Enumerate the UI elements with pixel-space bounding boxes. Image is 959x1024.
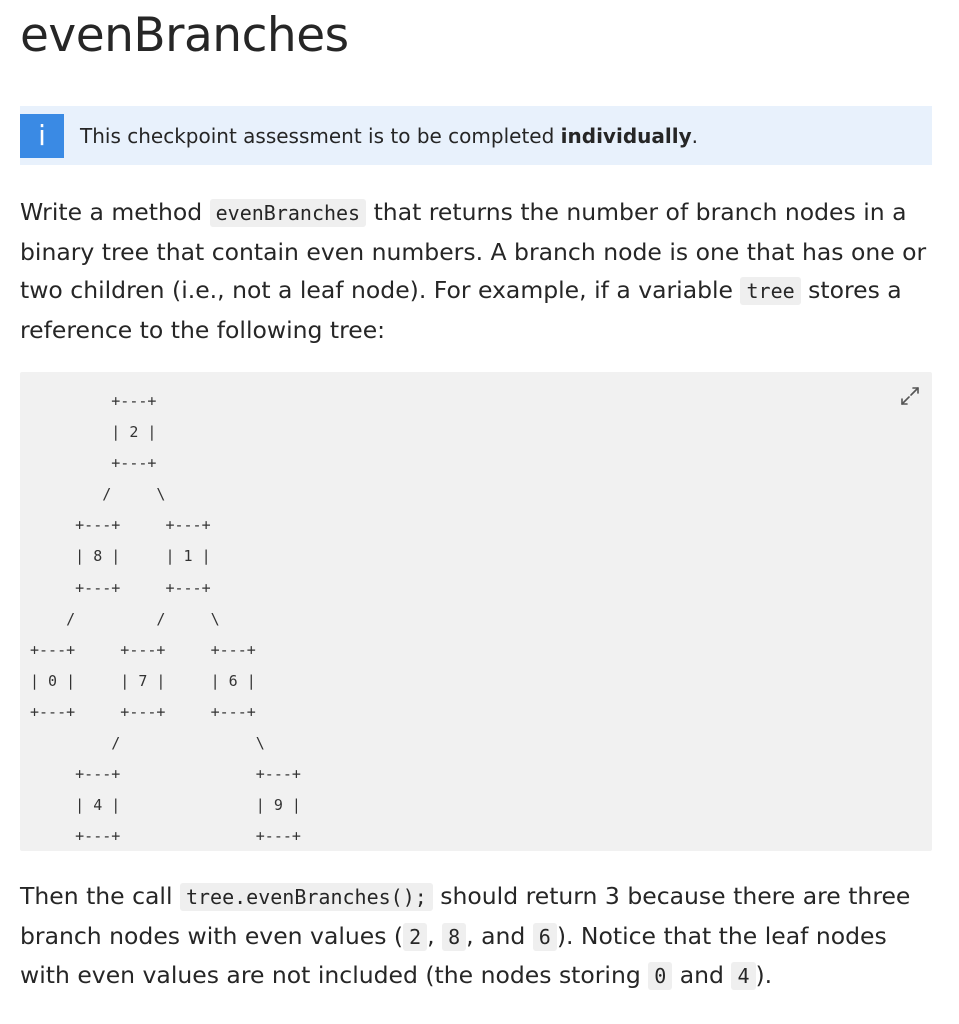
inline-code-value: 2 xyxy=(403,923,427,951)
page-title: evenBranches xyxy=(20,8,349,63)
result-text: and xyxy=(672,961,732,989)
inline-code-value: 4 xyxy=(731,962,755,990)
inline-code-value: 6 xyxy=(533,923,557,951)
result-text: Then the call xyxy=(20,882,180,910)
callout-text xyxy=(80,124,698,148)
result-text: , xyxy=(427,921,443,950)
tree-diagram-text: +---+ | 2 | +---+ / \ +---+ +---+ | 8 | | 1 | +---+ +---+ / / \ +---+ +---+ +---+ | 0 | | 7 | | 6 | +---+ +---+ +---+ / \ +---+ +---+ | 4 | | 9 | +---+ +---+ xyxy=(30,392,301,846)
inline-code-method: evenBranches xyxy=(210,199,367,227)
result-text: ). xyxy=(755,961,773,989)
info-callout xyxy=(20,106,932,165)
inline-code-call: tree.evenBranches(); xyxy=(180,883,433,911)
expand-icon[interactable] xyxy=(898,384,922,408)
desc-text: that returns the number of branch nodes in a binary tree that contain even numbers. A branch node is one that has one or two children (i.e., not a leaf node). For example, if a variable xyxy=(20,198,927,304)
inline-code-variable: tree xyxy=(740,277,800,305)
info-icon: i xyxy=(20,114,64,158)
inline-code-value: 0 xyxy=(648,962,672,990)
expected-result-description xyxy=(20,877,932,996)
callout-text-before: This checkpoint assessment is to be completed xyxy=(80,123,561,148)
callout-text-bold: individually xyxy=(560,123,692,148)
desc-text: Write a method xyxy=(20,198,210,226)
inline-code-value: 8 xyxy=(442,923,466,951)
result-text: , and xyxy=(466,921,533,950)
result-text: should return 3 because there are three branch nodes with even values ( xyxy=(20,882,911,950)
result-text: ). Notice that the leaf nodes with even values are not included (the nodes storing xyxy=(20,921,887,989)
tree-diagram-block xyxy=(20,372,932,851)
problem-description xyxy=(20,193,932,349)
desc-text: stores a reference to the following tree: xyxy=(20,276,902,344)
callout-text-after: . xyxy=(691,123,698,148)
